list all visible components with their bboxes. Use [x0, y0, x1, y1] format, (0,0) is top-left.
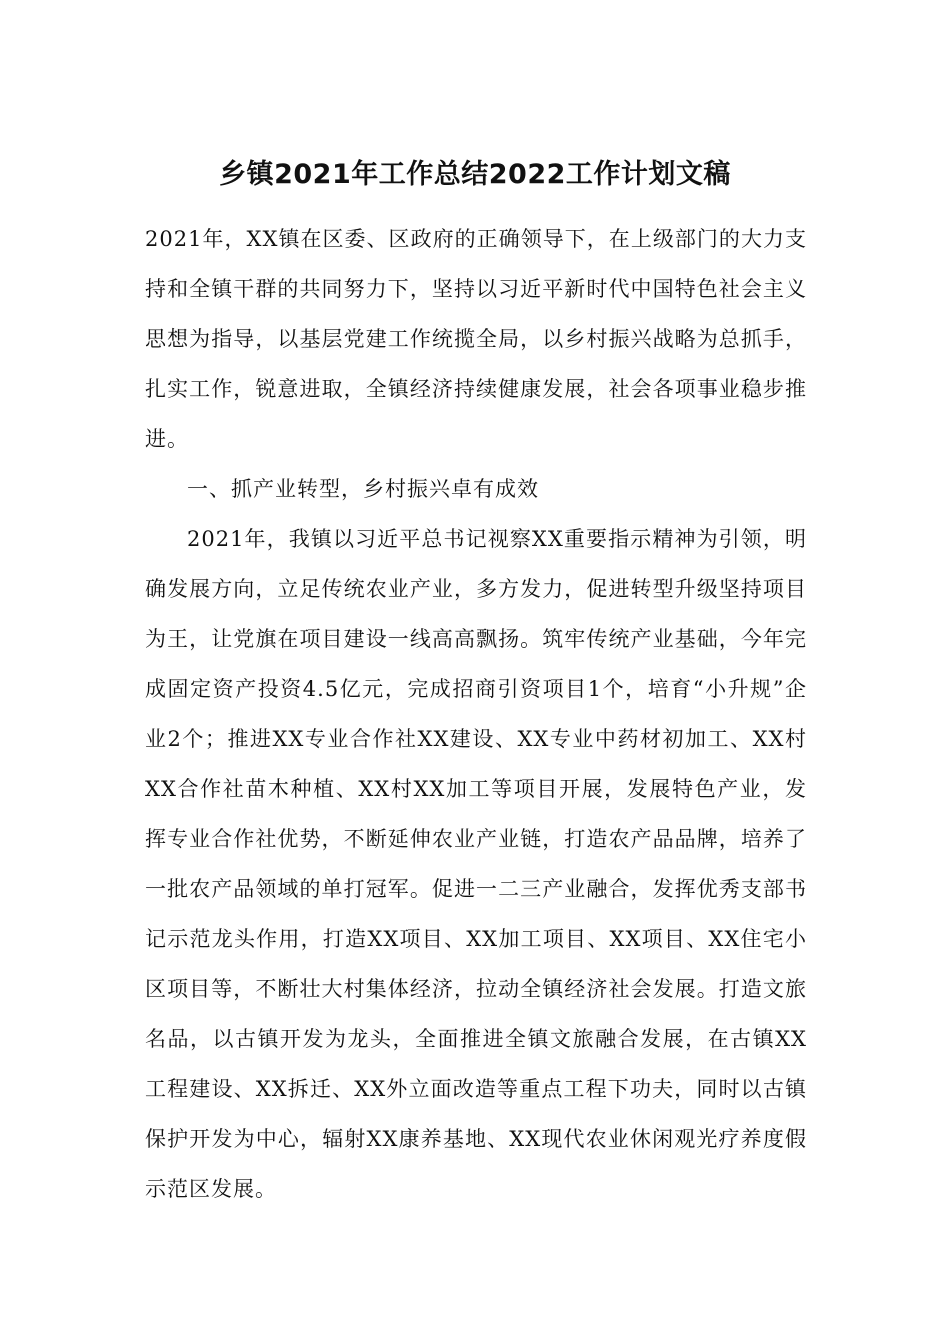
section-heading: 一、抓产业转型，乡村振兴卓有成效: [187, 477, 539, 501]
document-body: [145, 214, 807, 1214]
section-paragraph: 2021年，我镇以习近平总书记视察XX重要指示精神为引领，明确发展方向，立足传统农业产业，多方发力，促进转型升级坚持项目为王，让党旗在项目建设一线高高飘扬。筑牢传统产业基础，今年完成固定资产投资4.5亿元，完成招商引资项目1个，培育“小升规”企业2个；推进XX专业合作社XX建设、XX专业中药材初加工、XX村XX合作社苗木种植、XX村XX加工等项目开展，发展特色产业，发挥专业合作社优势，不断延伸农业产业链，打造农产品品牌，培养了一批农产品领域的单打冠军。促进一二三产业融合，发挥优秀支部书记示范龙头作用，打造XX项目、XX加工项目、XX项目、XX住宅小区项目等，不断壮大村集体经济，拉动全镇经济社会发展。打造文旅名品，以古镇开发为龙头，全面推进全镇文旅融合发展，在古镇XX工程建设、XX拆迁、XX外立面改造等重点工程下功夫，同时以古镇保护开发为中心，辐射XX康养基地、XX现代农业休闲观光疗养度假示范区发展。: [145, 527, 807, 1201]
document-title: 乡镇2021年工作总结2022工作计划文稿: [219, 159, 731, 190]
intro-paragraph: 2021年，XX镇在区委、区政府的正确领导下，在上级部门的大力支持和全镇干群的共同努力下，坚持以习近平新时代中国特色社会主义思想为指导，以基层党建工作统揽全局，以乡村振兴战略为总抓手，扎实工作，锐意进取，全镇经济持续健康发展，社会各项事业稳步推进。: [145, 227, 807, 451]
